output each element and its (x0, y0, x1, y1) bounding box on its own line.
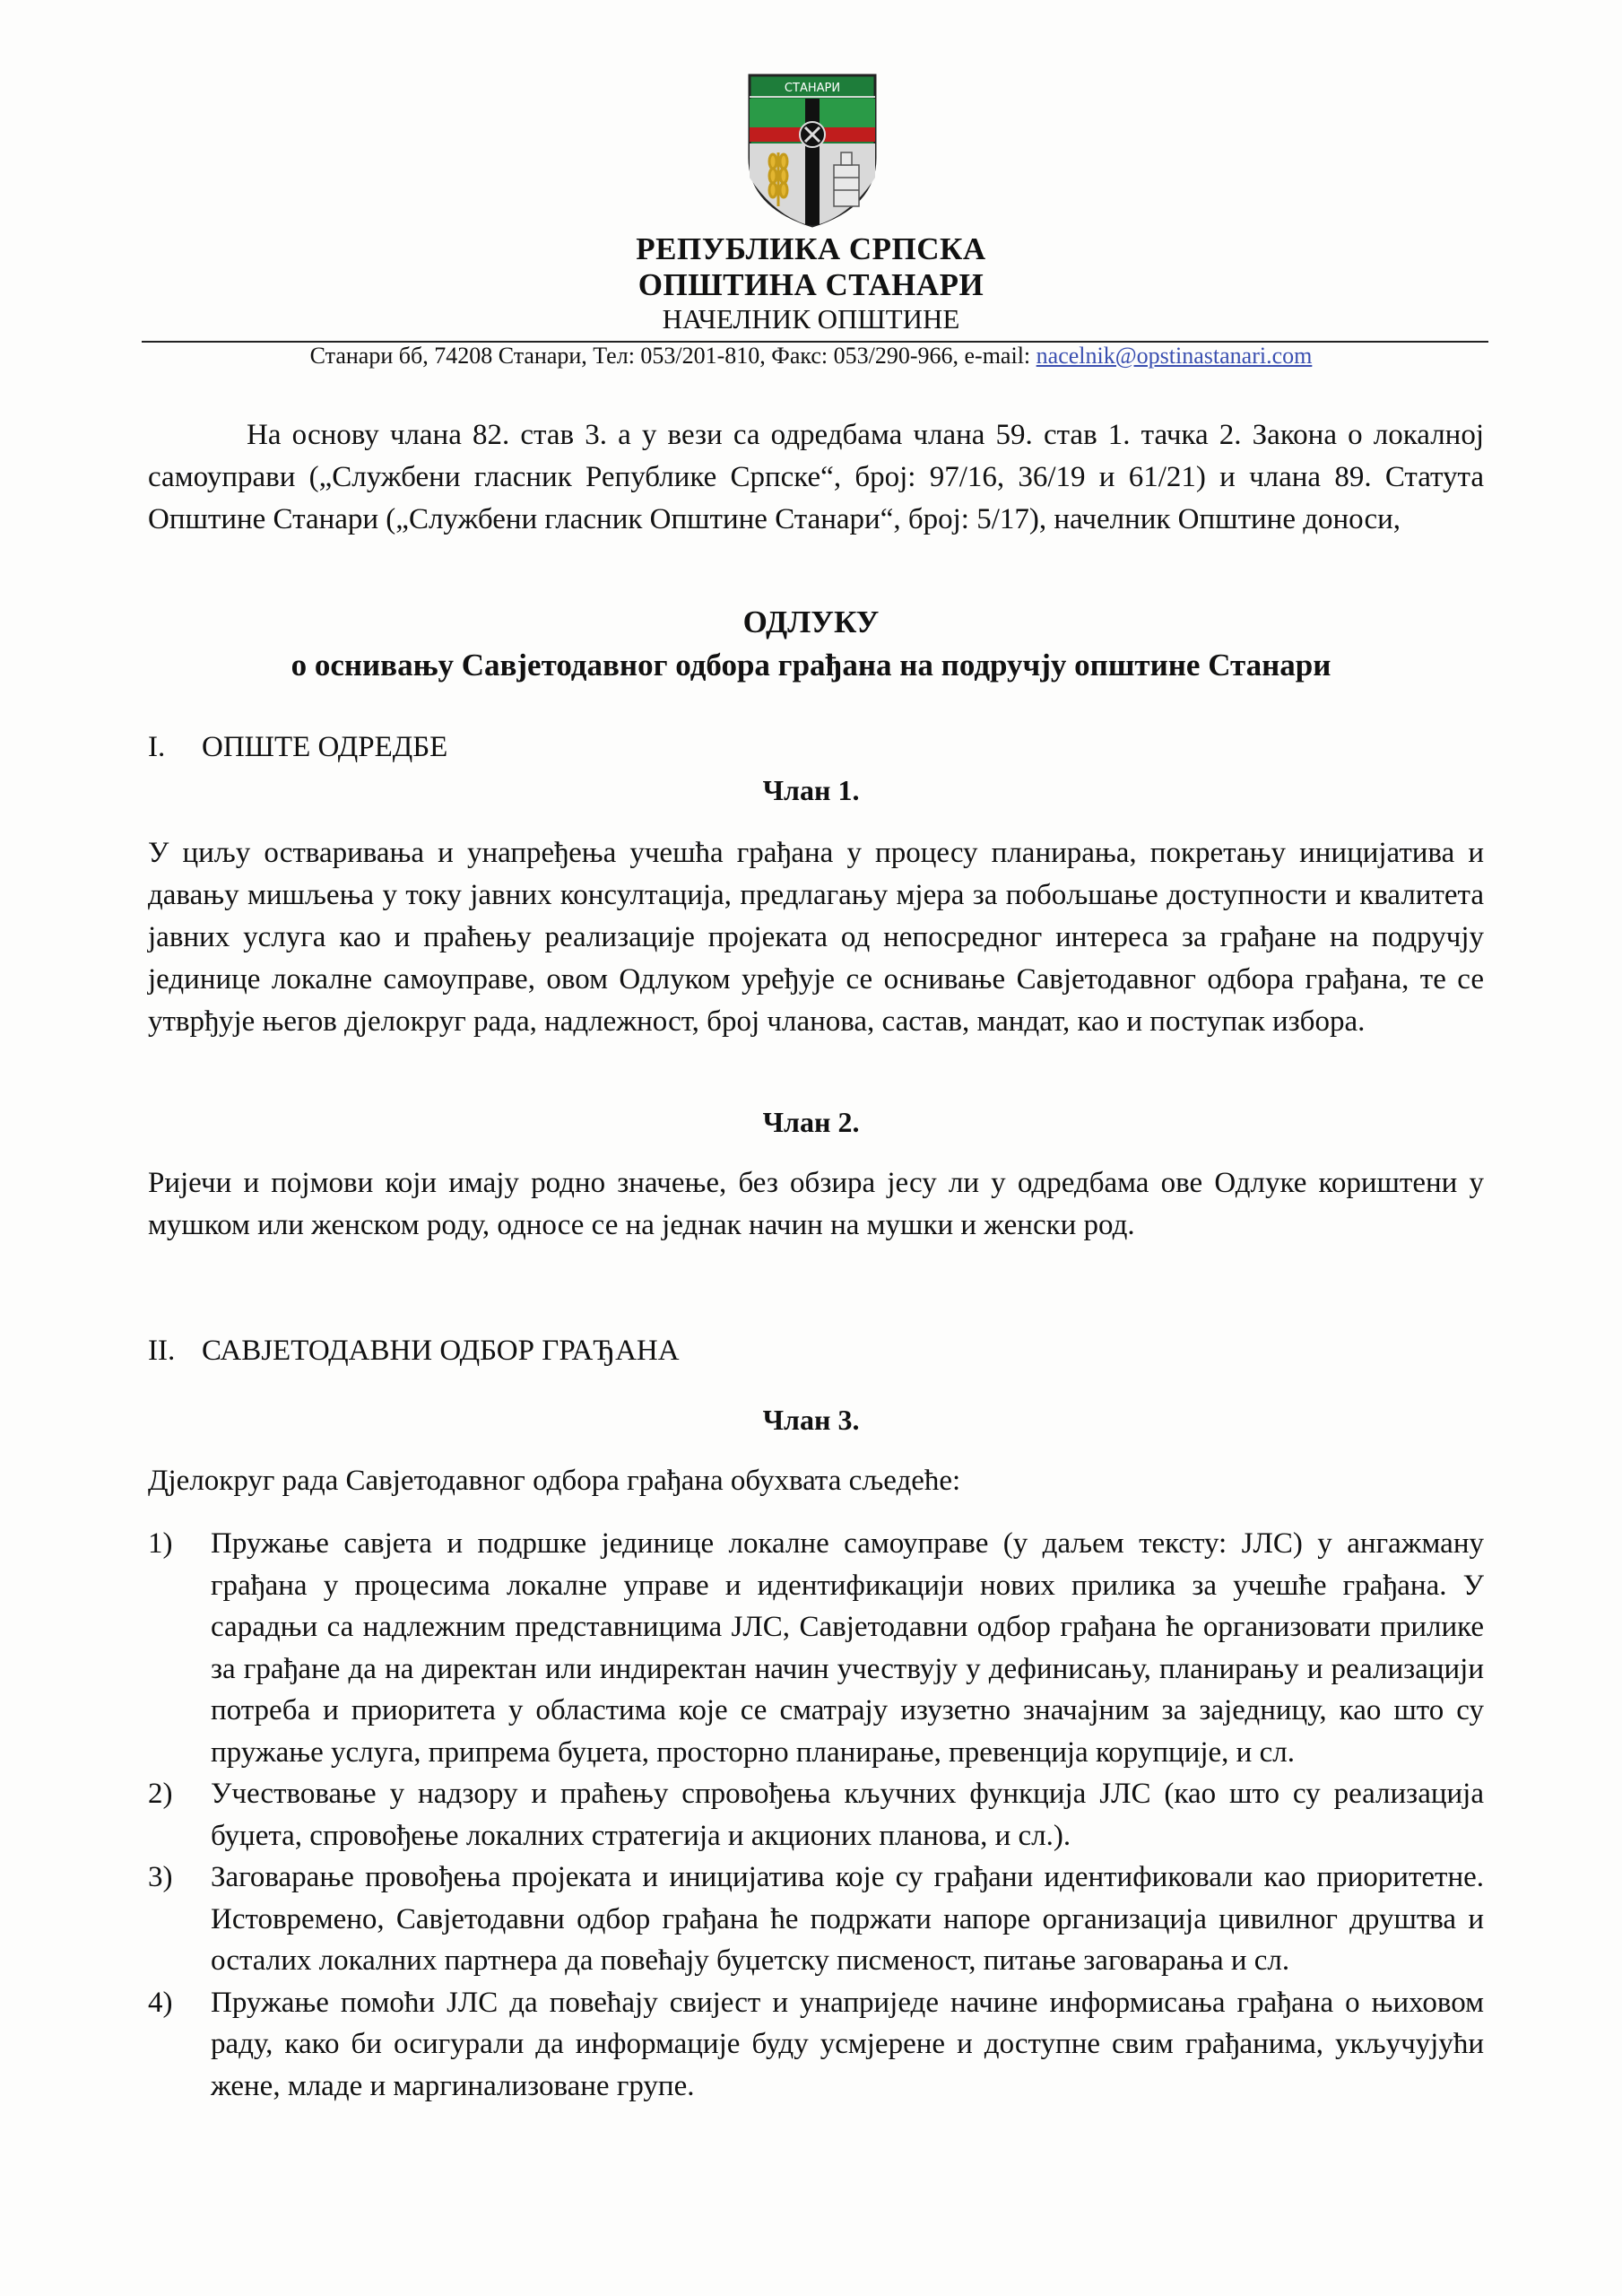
crest-label: СТАНАРИ (784, 82, 841, 95)
article-3-intro: Дјелокруг рада Савјетодавног одбора грађана обухвата сљедеће: (148, 1465, 961, 1497)
list-marker: 2) (148, 1778, 173, 1810)
decision-title: ОДЛУКУ (742, 604, 880, 639)
list-item-text: Пружање савјета и подршке јединице локалне самоуправе (у даљем тексту: ЈЛС) у ангажману грађана у процесима локалне управе и идентификацији нових прилика за учешће грађана. У сарадњи са надлежним представницима ЈЛС, Савјетодавни одбор грађана ће организовати прилике за грађане да на директан или индиректан начин учествују у дефинисању, планирању и реализацији потреба и приоритета у областима које се сматрају изузетно значајним за заједницу, као што су пружање услуга, припрема буџета, просторно планирање, превенција корупције, и сл. (211, 1527, 1484, 1769)
contact-line (0, 343, 1622, 370)
list-item (148, 1982, 1484, 2108)
list-item-text: Учествовање у надзору и праћењу спровођења кључних функција ЈЛС (као што су реализација буџета, спровођење локалних стратегија и акционих планова, и сл.). (211, 1778, 1484, 1852)
list-item-text: Заговарање провођења пројеката и иницијатива које су грађани идентификовали као приоритетне. Истовремено, Савјетодавни одбор грађана ће подржати напоре организација цивилног друштва и осталих локалних партнера да повећају буџетску писменост, питање заговарања и сл. (211, 1861, 1484, 1977)
email-link[interactable]: nacelnik@opstinastanari.com (1036, 343, 1313, 369)
municipality-coat-of-arms-icon (746, 72, 879, 229)
article-3-heading: Члан 3. (762, 1404, 860, 1436)
section-1-title: ОПШТЕ ОДРЕДБЕ (202, 731, 448, 763)
section-2-heading (148, 1335, 680, 1368)
article-1-heading: Члан 1. (762, 774, 860, 806)
preamble-paragraph: На основу члана 82. став 3. а у вези са одредбама члана 59. став 1. тачка 2. Закона о локалној самоуправи („Службени гласник Републике Српске“, број: 97/16, 36/19 и 61/21) и члана 89. Статута Општине Станари („Службени гласник Општине Станари“, број: 5/17), начелник Општине доноси, (148, 419, 1484, 535)
republic-name: РЕПУБЛИКА СРПСКА (636, 231, 986, 266)
list-marker: 1) (148, 1527, 173, 1560)
article-2-text: Ријечи и појмови који имају родно значење, без обзира јесу ли у одредбама ове Одлуке кориштени у мушком или женском роду, односе се на једнак начин на мушки и женски род. (148, 1167, 1484, 1241)
list-item (148, 1523, 1484, 1773)
office-name: НАЧЕЛНИК ОПШТИНЕ (662, 303, 960, 335)
section-2-title: САВЈЕТОДАВНИ ОДБОР ГРАЂАНА (202, 1335, 680, 1367)
article-3-list (148, 1523, 1484, 2107)
list-marker: 3) (148, 1861, 173, 1893)
municipality-name: ОПШТИНА СТАНАРИ (638, 267, 984, 302)
article-1-text: У циљу остваривања и унапређења учешћа грађана у процесу планирања, покретању иницијатива и давању мишљења у току јавних консултација, предлагању мјера за побољшање доступности и квалитета јавних услуга као и праћењу реализације пројеката од непосредног интереса за грађане на подручју јединице локалне самоуправе, овом Одлуком уређује се оснивање Савјетодавног одбора грађана, те се утврђује његов дјелокруг рада, надлежност, број чланова, састав, мандат, као и поступак избора. (148, 837, 1484, 1038)
section-1-heading (148, 731, 447, 764)
decision-subtitle: о оснивању Савјетодавног одбора грађана на подручју општине Станари (291, 648, 1331, 683)
article-2-heading: Члан 2. (762, 1106, 860, 1138)
list-item (148, 1857, 1484, 1982)
list-marker: 4) (148, 1986, 173, 2019)
section-2-number: II. (148, 1335, 176, 1367)
contact-details: Станари бб, 74208 Станари, Тел: 053/201-810, Факс: 053/290-966, e-mail: (309, 343, 1037, 369)
list-item (148, 1773, 1484, 1857)
section-1-number: I. (148, 731, 166, 763)
list-item-text: Пружање помоћи ЈЛС да повећају свијест и унаприједе начине информисања грађана о њиховом раду, како би осигурали да информације буду усмјерене и доступне свим грађанима, укључујући жене, младе и маргинализоване групе. (211, 1986, 1484, 2102)
